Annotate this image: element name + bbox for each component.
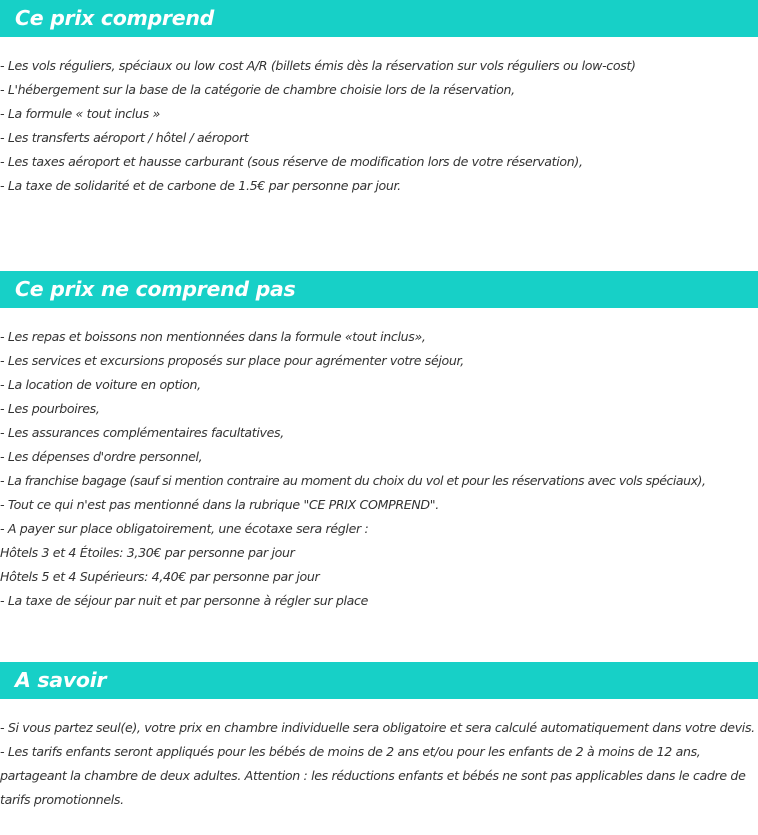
list-item: - Les repas et boissons non mentionnées dans la formule «tout inclus», bbox=[0, 329, 426, 344]
list-item: Hôtels 5 et 4 Supérieurs: 4,40€ par personne par jour bbox=[0, 569, 320, 584]
list-item: - Les tarifs enfants seront appliqués pour les bébés de moins de 2 ans et/ou pour les enfants de 2 à moins de 12 ans, partageant la chambre de deux adultes. Attention : les réductions enfants et bébés ne sont pas applicables dans le cadre de tarifs promotionnels. bbox=[0, 744, 746, 807]
section-title: Ce prix ne comprend pas bbox=[15, 277, 296, 301]
list-item: - Les vols réguliers, spéciaux ou low cost A/R (billets émis dès la réservation sur vols réguliers ou low-cost) bbox=[0, 58, 636, 73]
list-item: - Tout ce qui n'est pas mentionné dans la rubrique "CE PRIX COMPREND". bbox=[0, 497, 439, 512]
list-item: - Les assurances complémentaires facultatives, bbox=[0, 425, 284, 440]
excluded-list bbox=[0, 325, 758, 613]
section-price-excludes bbox=[0, 271, 758, 613]
list-item: - Les taxes aéroport et hausse carburant (sous réserve de modification lors de votre réservation), bbox=[0, 154, 583, 169]
section-banner bbox=[0, 662, 758, 699]
list-item: Hôtels 3 et 4 Étoiles: 3,30€ par personne par jour bbox=[0, 545, 295, 560]
list-item: - Les pourboires, bbox=[0, 401, 100, 416]
info-list bbox=[0, 716, 758, 812]
list-item: - Les transferts aéroport / hôtel / aéroport bbox=[0, 130, 249, 145]
list-item: - La taxe de séjour par nuit et par personne à régler sur place bbox=[0, 593, 368, 608]
list-item: - La formule « tout inclus » bbox=[0, 106, 160, 121]
section-title: Ce prix comprend bbox=[15, 6, 215, 30]
section-banner bbox=[0, 271, 758, 308]
section-banner bbox=[0, 0, 758, 37]
list-item: - La taxe de solidarité et de carbone de 1.5€ par personne par jour. bbox=[0, 178, 401, 193]
list-item: - La location de voiture en option, bbox=[0, 377, 201, 392]
list-item: - La franchise bagage (sauf si mention contraire au moment du choix du vol et pour les réservations avec vols spéciaux), bbox=[0, 473, 706, 488]
list-item: - A payer sur place obligatoirement, une écotaxe sera régler : bbox=[0, 521, 369, 536]
list-item: - L'hébergement sur la base de la catégorie de chambre choisie lors de la réservation, bbox=[0, 82, 515, 97]
section-good-to-know bbox=[0, 662, 758, 812]
list-item: - Les services et excursions proposés sur place pour agrémenter votre séjour, bbox=[0, 353, 464, 368]
included-list bbox=[0, 54, 758, 198]
section-title: A savoir bbox=[15, 668, 107, 692]
list-item: - Les dépenses d'ordre personnel, bbox=[0, 449, 203, 464]
section-price-includes bbox=[0, 0, 758, 198]
list-item: - Si vous partez seul(e), votre prix en chambre individuelle sera obligatoire et sera calculé automatiquement dans votre devis. bbox=[0, 720, 755, 735]
